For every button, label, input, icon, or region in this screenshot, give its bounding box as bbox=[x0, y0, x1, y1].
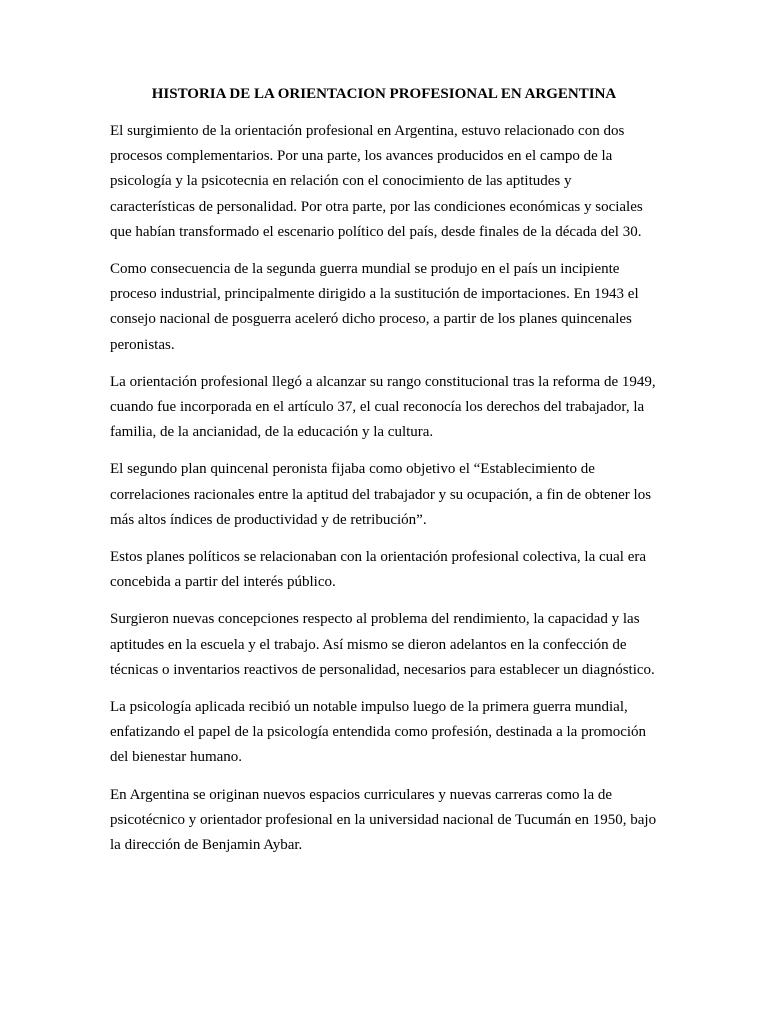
paragraph-1: El surgimiento de la orientación profesional en Argentina, estuvo relacionado con dos procesos complementarios. Por una parte, los avances producidos en el campo de la psicología y la psicotecnia en relación con el conocimiento de las aptitudes y características de personalidad. Por otra parte, por las condiciones económicas y sociales que habían transformado el escenario político del país, desde finales de la década del 30. bbox=[110, 123, 643, 240]
paragraph-2: Como consecuencia de la segunda guerra mundial se produjo en el país un incipiente proceso industrial, principalmente dirigido a la sustitución de importaciones. En 1943 el consejo nacional de posguerra aceleró dicho proceso, a partir de los planes quincenales peronistas. bbox=[110, 261, 639, 353]
document-body bbox=[110, 84, 658, 870]
document-title: HISTORIA DE LA ORIENTACION PROFESIONAL EN ARGENTINA bbox=[151, 86, 617, 102]
paragraph-4: El segundo plan quincenal peronista fijaba como objetivo el “Establecimiento de correlaciones racionales entre la aptitud del trabajador y su ocupación, a fin de obtener los más altos índices de productividad y de retribución”. bbox=[110, 461, 652, 528]
paragraph-3: La orientación profesional llegó a alcanzar su rango constitucional tras la reforma de 1949, cuando fue incorporada en el artículo 37, el cual reconocía los derechos del trabajador, la familia, de la ancianidad, de la educación y la cultura. bbox=[110, 373, 656, 441]
paragraph-5: Estos planes políticos se relacionaban con la orientación profesional colectiva, la cual era concebida a partir del interés público. bbox=[110, 549, 647, 591]
paragraph-7: La psicología aplicada recibió un notable impulso luego de la primera guerra mundial, enfatizando el papel de la psicología entendida como profesión, destinada a la promoción del bienestar humano. bbox=[110, 699, 647, 766]
paragraph-6: Surgieron nuevas concepciones respecto al problema del rendimiento, la capacidad y las aptitudes en la escuela y el trabajo. Así mismo se dieron adelantos en la confección de técnicas o inventarios reactivos de personalidad, necesarios para establecer un diagnóstico. bbox=[110, 611, 655, 678]
paragraph-8: En Argentina se originan nuevos espacios curriculares y nuevas carreras como la de psicotécnico y orientador profesional en la universidad nacional de Tucumán en 1950, bajo la dirección de Benjamin Aybar. bbox=[110, 786, 657, 854]
